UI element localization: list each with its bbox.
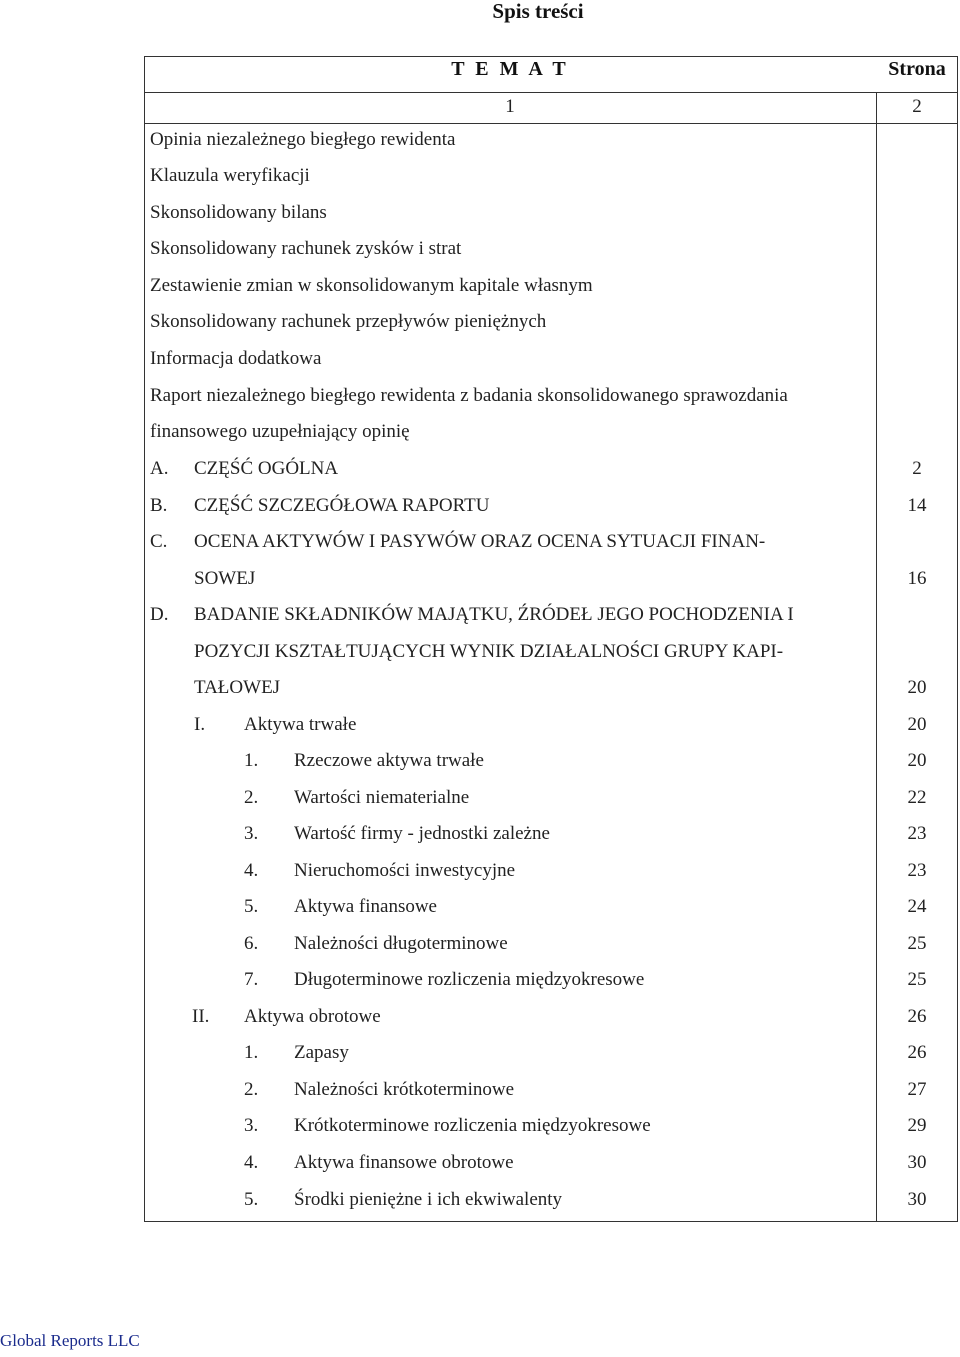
entry-label: SOWEJ	[194, 568, 256, 589]
toc-entry	[150, 307, 940, 337]
entry-label: BADANIE SKŁADNIKÓW MAJĄTKU, ŹRÓDEŁ JEGO POCHODZENIA I	[194, 604, 794, 625]
entry-page-number: 16	[907, 568, 927, 589]
toc-entry	[150, 600, 940, 630]
toc-entry	[150, 1148, 940, 1178]
entry-label: Długoterminowe rozliczenia międzyokresowe	[294, 969, 645, 990]
footer-brand: Global Reports LLC	[0, 1331, 140, 1350]
toc-entry	[150, 1185, 940, 1215]
column-number-2: 2	[912, 96, 922, 117]
column-header-topic: T E M A T	[451, 58, 569, 80]
entry-label: Informacja dodatkowa	[150, 348, 322, 369]
entry-marker: 3.	[244, 823, 259, 844]
entry-label: Aktywa trwałe	[244, 714, 357, 735]
toc-entry	[150, 527, 940, 557]
toc-entry	[150, 929, 940, 959]
entry-label: Aktywa obrotowe	[244, 1006, 381, 1027]
toc-entry	[150, 344, 940, 374]
entry-label: Skonsolidowany rachunek przepływów pieniężnych	[150, 311, 547, 332]
toc-entry	[150, 892, 940, 922]
entry-page-number: 20	[907, 750, 927, 771]
entry-page-number: 14	[907, 495, 927, 516]
toc-entry	[150, 1002, 940, 1032]
entry-label: Wartość firmy - jednostki zależne	[294, 823, 550, 844]
toc-entry	[150, 673, 940, 703]
entry-label: TAŁOWEJ	[194, 677, 281, 698]
entry-label: Klauzula weryfikacji	[150, 165, 310, 186]
entry-page-number: 24	[907, 896, 927, 917]
entry-label: Aktywa finansowe	[294, 896, 437, 917]
toc-entry	[150, 271, 940, 301]
entry-page-number: 26	[907, 1042, 927, 1063]
entry-page-number: 30	[907, 1189, 927, 1210]
entry-label: Zestawienie zmian w skonsolidowanym kapitale własnym	[150, 275, 593, 296]
column-number-divider	[144, 123, 958, 124]
entry-page-number: 23	[907, 823, 927, 844]
entry-marker: I.	[194, 714, 206, 735]
toc-entry	[150, 856, 940, 886]
toc-entry	[150, 564, 940, 594]
entry-marker: D.	[150, 604, 169, 625]
entry-marker: 4.	[244, 1152, 259, 1173]
entry-marker: 5.	[244, 1189, 259, 1210]
column-number-1: 1	[505, 96, 515, 117]
entry-page-number: 25	[907, 933, 927, 954]
entry-marker: 1.	[244, 1042, 259, 1063]
entry-label: POZYCJI KSZTAŁTUJĄCYCH WYNIK DZIAŁALNOŚCI GRUPY KAPI-	[194, 641, 784, 662]
column-header-page: Strona	[888, 58, 946, 80]
entry-label: Skonsolidowany bilans	[150, 202, 327, 223]
entry-page-number: 30	[907, 1152, 927, 1173]
toc-entry	[150, 965, 940, 995]
entry-marker: C.	[150, 531, 168, 552]
entry-marker: 5.	[244, 896, 259, 917]
entry-marker: B.	[150, 495, 168, 516]
toc-entry	[150, 1038, 940, 1068]
entry-page-number: 26	[907, 1006, 927, 1027]
entry-page-number: 27	[907, 1079, 927, 1100]
toc-entry	[150, 491, 940, 521]
entry-marker: 2.	[244, 787, 259, 808]
toc-entry	[150, 710, 940, 740]
entry-marker: 1.	[244, 750, 259, 771]
entry-page-number: 23	[907, 860, 927, 881]
entry-marker: 3.	[244, 1115, 259, 1136]
toc-entry	[150, 783, 940, 813]
entry-marker: 7.	[244, 969, 259, 990]
entry-page-number: 2	[912, 458, 922, 479]
entry-page-number: 20	[907, 714, 927, 735]
entry-label: Krótkoterminowe rozliczenia międzyokresowe	[294, 1115, 651, 1136]
toc-entry	[150, 381, 940, 411]
entry-marker: 6.	[244, 933, 259, 954]
entry-label: CZĘŚĆ OGÓLNA	[194, 458, 339, 479]
entry-label: Skonsolidowany rachunek zysków i strat	[150, 238, 462, 259]
toc-entry	[150, 1075, 940, 1105]
entry-label: Opinia niezależnego biegłego rewidenta	[150, 129, 456, 150]
entry-label: Aktywa finansowe obrotowe	[294, 1152, 514, 1173]
entry-label: Rzeczowe aktywa trwałe	[294, 750, 484, 771]
entry-marker: A.	[150, 458, 169, 479]
toc-entry	[150, 454, 940, 484]
entry-marker: II.	[192, 1006, 210, 1027]
toc-entry	[150, 637, 940, 667]
entry-label: Należności krótkoterminowe	[294, 1079, 515, 1100]
entry-label: CZĘŚĆ SZCZEGÓŁOWA RAPORTU	[194, 495, 490, 516]
toc-entry	[150, 198, 940, 228]
toc-entry	[150, 746, 940, 776]
header-divider	[144, 92, 958, 93]
entry-label: Nieruchomości inwestycyjne	[294, 860, 516, 881]
toc-entry	[150, 125, 940, 155]
entry-label: OCENA AKTYWÓW I PASYWÓW ORAZ OCENA SYTUACJI FINAN-	[194, 531, 766, 552]
entry-label: Środki pieniężne i ich ekwiwalenty	[294, 1189, 563, 1210]
entry-label: Raport niezależnego biegłego rewidenta z badania skonsolidowanego sprawozdania	[150, 385, 788, 406]
entry-label: Wartości niematerialne	[294, 787, 470, 808]
entry-page-number: 25	[907, 969, 927, 990]
toc-entry	[150, 819, 940, 849]
entry-page-number: 29	[907, 1115, 927, 1136]
entry-label: finansowego uzupełniający opinię	[150, 421, 410, 442]
entry-page-number: 20	[907, 677, 927, 698]
page-title: Spis treści	[492, 0, 584, 23]
entry-page-number: 22	[907, 787, 927, 808]
toc-entry	[150, 234, 940, 264]
toc-entry	[150, 161, 940, 191]
entry-marker: 2.	[244, 1079, 259, 1100]
entry-label: Zapasy	[294, 1042, 349, 1063]
toc-entry	[150, 1111, 940, 1141]
entry-marker: 4.	[244, 860, 259, 881]
toc-entry	[150, 417, 940, 447]
entry-label: Należności długoterminowe	[294, 933, 508, 954]
